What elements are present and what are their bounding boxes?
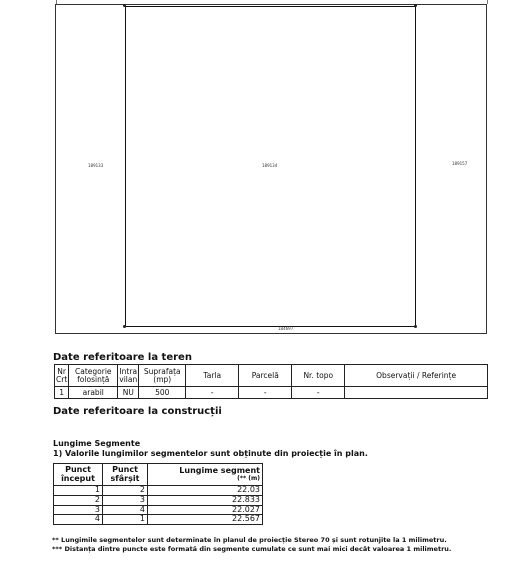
cell-suprafata: 500 bbox=[139, 387, 186, 399]
cell-end: 4 bbox=[103, 505, 148, 515]
cell-observatii bbox=[345, 387, 488, 399]
cell-start: 2 bbox=[54, 495, 103, 505]
col-categorie: Categorie folosință bbox=[69, 365, 118, 387]
cell-intravilan: NU bbox=[118, 387, 139, 399]
col-lungime bbox=[148, 464, 263, 486]
cell-start: 3 bbox=[54, 505, 103, 515]
cell-length: 22.03 bbox=[148, 486, 263, 496]
col-tarla: Tarla bbox=[186, 365, 239, 387]
col-suprafata: Suprafața (mp) bbox=[139, 365, 186, 387]
constructii-heading: Date referitoare la construcții bbox=[53, 406, 222, 417]
table-row bbox=[54, 515, 263, 525]
cell-end: 3 bbox=[103, 495, 148, 505]
parcel-vertex-2 bbox=[414, 4, 417, 7]
segmente-table bbox=[53, 463, 263, 525]
parcel-label-main: 189134 bbox=[262, 163, 278, 168]
col-parcela: Parcelă bbox=[239, 365, 292, 387]
table-row bbox=[55, 387, 488, 399]
table-row bbox=[54, 486, 263, 496]
cell-parcela: - bbox=[239, 387, 292, 399]
table-row bbox=[54, 495, 263, 505]
teren-heading: Date referitoare la teren bbox=[53, 352, 192, 363]
parcel-vertex-1 bbox=[123, 4, 126, 7]
frame-top-line bbox=[487, 0, 488, 4]
parcel-vertex-4 bbox=[123, 325, 126, 328]
parcel-label-bottom: 184697 bbox=[278, 326, 294, 331]
teren-table bbox=[54, 364, 488, 399]
col-punct-inceput: Punct început bbox=[54, 464, 103, 486]
cell-end: 1 bbox=[103, 515, 148, 525]
cell-length: 22.833 bbox=[148, 495, 263, 505]
cell-start: 4 bbox=[54, 515, 103, 525]
cell-nrtopo: - bbox=[292, 387, 345, 399]
note-lungimi: ** Lungimile segmentelor sunt determinate în planul de proiecție Stereo 70 și sunt rotunjite la 1 milimetru. bbox=[52, 536, 447, 544]
parcel-vertex-3 bbox=[414, 325, 417, 328]
cell-start: 1 bbox=[54, 486, 103, 496]
segmente-subtitle: 1) Valorile lungimilor segmentelor sunt obținute din proiecție în plan. bbox=[53, 449, 368, 458]
col-nr: Nr Crt bbox=[55, 365, 69, 387]
col-lungime-unit: (** (m) bbox=[237, 474, 260, 482]
col-observatii: Observații / Referințe bbox=[345, 365, 488, 387]
cell-end: 2 bbox=[103, 486, 148, 496]
frame-top-line-left bbox=[56, 0, 57, 4]
col-lungime-label: Lungime segment bbox=[179, 465, 260, 475]
col-punct-sfarsit: Punct sfârșit bbox=[103, 464, 148, 486]
col-nrtopo: Nr. topo bbox=[292, 365, 345, 387]
cell-tarla: - bbox=[186, 387, 239, 399]
cell-categorie: arabil bbox=[69, 387, 118, 399]
cell-length: 22.567 bbox=[148, 515, 263, 525]
parcel-label-right: 189157 bbox=[452, 161, 468, 166]
segmente-heading: Lungime Segmente bbox=[53, 439, 141, 448]
cell-nr: 1 bbox=[55, 387, 69, 399]
cell-length: 22.027 bbox=[148, 505, 263, 515]
parcel-label-left: 189133 bbox=[88, 163, 104, 168]
col-intravilan: Intra vilan bbox=[118, 365, 139, 387]
note-distanta: *** Distanța dintre puncte este formată din segmente cumulate ce sunt mai mici decât valoarea 1 milimetru. bbox=[52, 545, 452, 553]
